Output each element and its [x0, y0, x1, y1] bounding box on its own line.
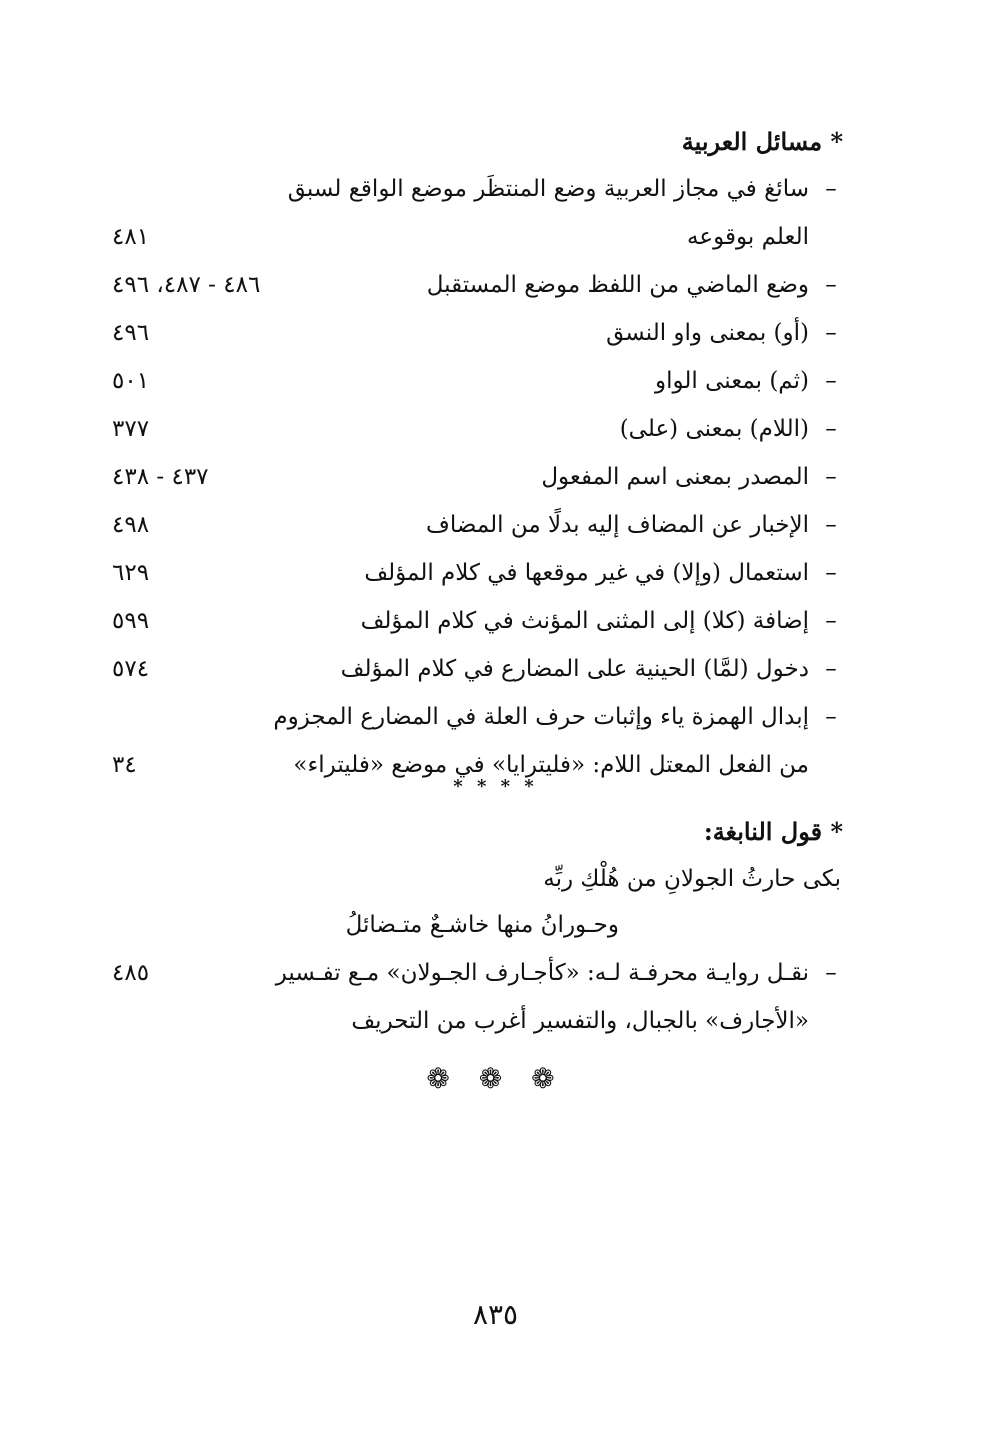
entry-text-line: سائغ في مجاز العربية وضع المنتظَر موضع الواقع لسبق: [287, 176, 809, 202]
entry-dash: –: [825, 656, 837, 682]
verse-first-hemistich: بكى حارثُ الجولانِ من هُلْكِ ربِّه: [543, 866, 841, 892]
entry-text-line: نقـل روايـة محرفـة لـه: «كأجـارف الجـولان» مـع تفـسير: [275, 960, 809, 986]
page-reference: ٥٩٩: [112, 608, 150, 634]
separator-stars: * * * *: [453, 776, 538, 797]
entry-text-line: إضافة (كلا) إلى المثنى المؤنث في كلام المؤلف: [360, 608, 809, 634]
page-reference: ٥٠١: [112, 368, 150, 394]
page-reference: ٤٩٦: [112, 320, 150, 346]
page-reference: ٣٤: [112, 752, 137, 778]
page-reference: ٦٢٩: [112, 560, 150, 586]
entry-text-line: من الفعل المعتل اللام: «فليترايا» في موضع «فليتراء»: [293, 752, 809, 778]
page-reference: ٤٩٨: [112, 512, 150, 538]
verse-second-hemistich: وحـورانُ منها خاشـعٌ متـضائلُ: [345, 912, 619, 938]
page-number: ٨٣٥: [472, 1298, 519, 1331]
entry-text-line: (اللام) بمعنى (على): [619, 416, 809, 442]
entry-text-line: الإخبار عن المضاف إليه بدلًا من المضاف: [426, 512, 809, 538]
entry-text-line: استعمال (وإلا) في غير موقعها في كلام المؤلف: [364, 560, 809, 586]
entry-dash: –: [825, 272, 837, 298]
page-reference: ٤٨١: [112, 224, 150, 250]
section-heading-arabic-issues: * مسائل العربية: [681, 127, 843, 156]
page-reference: ٤٨٦ - ٤٨٧، ٤٩٦: [112, 272, 261, 298]
end-ornament: ❁ ❁ ❁: [426, 1062, 565, 1095]
entry-dash: –: [825, 560, 837, 586]
entry-dash: –: [825, 368, 837, 394]
entry-dash: –: [825, 416, 837, 442]
entry-dash: –: [825, 704, 837, 730]
entry-text-line: المصدر بمعنى اسم المفعول: [541, 464, 809, 490]
page-reference: ٤٨٥: [112, 960, 150, 986]
entry-text-line: (ثم) بمعنى الواو: [655, 368, 809, 394]
entry-dash: –: [825, 320, 837, 346]
entry-text-line: إبدال الهمزة ياء وإثبات حرف العلة في المضارع المجزوم: [273, 704, 809, 730]
entry-dash: –: [825, 960, 837, 986]
entry-dash: –: [825, 608, 837, 634]
entry-text-line: «الأجارف» بالجبال، والتفسير أغرب من التحريف: [351, 1008, 809, 1034]
entry-dash: –: [825, 176, 837, 202]
entry-dash: –: [825, 512, 837, 538]
entry-text-line: دخول (لمَّا) الحينية على المضارع في كلام المؤلف: [340, 656, 809, 682]
page-reference: ٥٧٤: [112, 656, 150, 682]
page-reference: ٤٣٧ - ٤٣٨: [112, 464, 209, 490]
page-reference: ٣٧٧: [112, 416, 150, 442]
entry-dash: –: [825, 464, 837, 490]
section-heading-nabigha-quote: * قول النابغة:: [703, 817, 843, 846]
entry-text-line: العلم بوقوعه: [687, 224, 809, 250]
entry-text-line: (أو) بمعنى واو النسق: [606, 320, 809, 346]
entry-text-line: وضع الماضي من اللفظ موضع المستقبل: [426, 272, 809, 298]
